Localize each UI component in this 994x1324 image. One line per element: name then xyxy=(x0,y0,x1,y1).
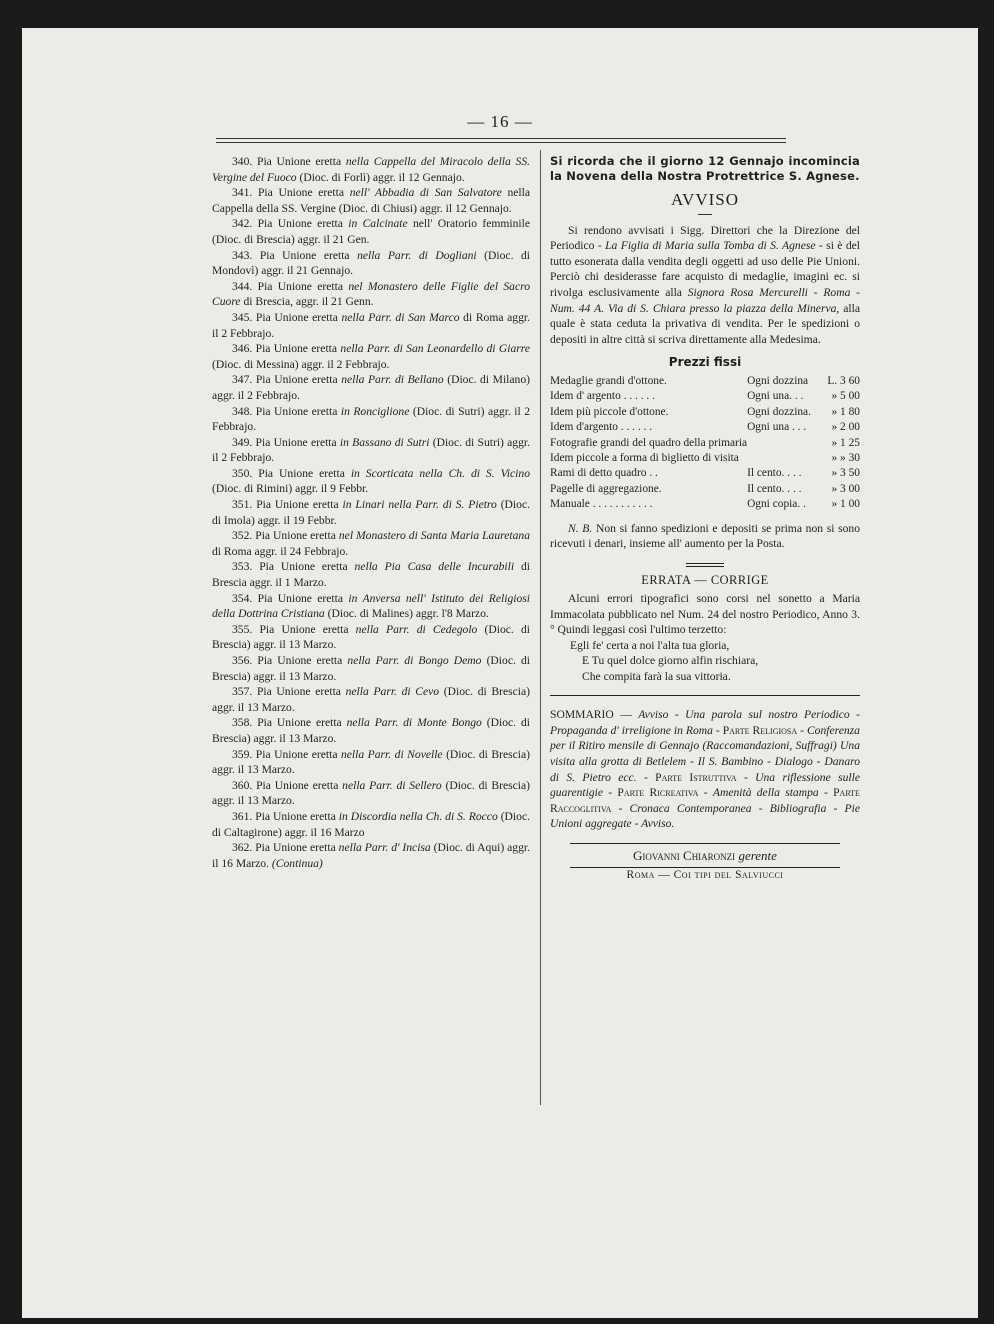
entry-text: Pia Unione eretta xyxy=(255,435,340,449)
entry-number: 359. xyxy=(232,747,256,761)
entry-text: di Brescia aggr. il 1 Marzo. xyxy=(212,560,530,590)
entry-number: 340. xyxy=(232,155,257,168)
price-unit: Ogni dozzina. xyxy=(747,405,811,418)
price-unit: Ogni una. . . xyxy=(747,390,804,403)
price-row xyxy=(550,482,860,497)
entry-number: 361. xyxy=(232,809,256,823)
entry-text: Pia Unione eretta xyxy=(258,466,351,480)
sommario-run: Parte Ricreativa xyxy=(617,786,699,800)
entry-text: in Ronciglione xyxy=(340,404,410,418)
entry-text: Pia Unione eretta xyxy=(255,529,339,543)
entry-number: 356. xyxy=(232,654,258,667)
sommario-run: Avviso - Una parola sul nostro Periodico - Propaganda d' irreligione in Roma xyxy=(550,708,860,737)
aggregation-entry xyxy=(212,185,530,216)
entry-text: nel Monastero di Santa Maria Lauretana xyxy=(338,529,530,543)
aggregation-entry xyxy=(212,747,530,778)
price-row xyxy=(550,374,860,389)
entry-text: nell' Oratorio femminile (Dioc. di Brescia) aggr. il 21 Gen. xyxy=(212,217,530,246)
entry-text: Pia Unione eretta xyxy=(255,841,339,855)
aggregation-entry xyxy=(212,372,530,403)
avviso-text-run: alla quale è stata ceduta la privativa di vendita. Per le spedizioni o depositi in altre città si scriva direttamente alla Medesima. xyxy=(550,301,860,346)
entry-text: (Continua) xyxy=(271,856,323,870)
aggregation-entry xyxy=(212,341,530,372)
header-rule-double xyxy=(216,142,786,143)
entry-number: 360. xyxy=(232,778,257,792)
verse-line: Egli fe' certa a noi l'alta tua gloria, xyxy=(570,638,730,652)
entry-number: 352. xyxy=(232,529,256,543)
avviso-text-run: Signora Rosa Mercurelli - Roma - Num. 44 A. Via di S. Chiara presso la piazza della Minerva, xyxy=(550,285,861,315)
header-rule xyxy=(216,138,786,139)
nb-note xyxy=(550,521,860,552)
entry-text: (Dioc. di Brescia) aggr. il 13 Marzo. xyxy=(212,685,531,714)
entry-text: Pia Unione eretta xyxy=(256,498,343,512)
entry-text: (Dioc. di Sutri) aggr. il 2 Febbrajo. xyxy=(212,435,531,465)
entry-text: di Brescia, aggr. il 21 Genn. xyxy=(240,295,374,309)
price-unit: Il cento. . . . xyxy=(747,467,802,480)
price-row xyxy=(550,497,860,512)
nb-text-run: N. B. xyxy=(568,521,593,535)
sommario-run: Parte Religiosa xyxy=(722,723,798,737)
entry-text: in Discordia nella Ch. di S. Rocco xyxy=(338,809,498,823)
aggregation-entry xyxy=(212,840,530,871)
price-item: Idem d'argento . . . . . . xyxy=(550,421,653,434)
entry-text: (Dioc. di Milano) aggr. il 2 Febbrajo. xyxy=(212,373,530,402)
entry-text: Pia Unione eretta xyxy=(259,622,356,636)
entry-text: in Bassano di Sutri xyxy=(339,435,430,449)
entry-text: nella Parr. di Bellano xyxy=(341,373,444,387)
entry-text: di Roma aggr. il 2 Febbrajo. xyxy=(212,310,530,340)
section-rule xyxy=(686,563,724,564)
sommario-run: - xyxy=(712,723,723,737)
entry-text: nella Parr. di Dogliani xyxy=(357,248,477,262)
entry-text: (Dioc. di Caltagirone) aggr. il 16 Marzo xyxy=(212,809,530,839)
entry-text: Pia Unione eretta xyxy=(255,373,342,387)
price-item: Fotografie grandi del quadro della primaria xyxy=(550,436,748,449)
entry-text: Pia Unione eretta xyxy=(255,747,341,761)
entry-number: 344. xyxy=(232,279,258,293)
signature-rule xyxy=(570,843,840,844)
entry-number: 346. xyxy=(232,342,256,356)
price-value: » 1 80 xyxy=(831,405,860,418)
entry-text: nella Cappella del Miracolo della SS. Vergine del Fuoco xyxy=(212,155,531,184)
errata-verses xyxy=(550,638,860,685)
price-item: Rami di detto quadro . . xyxy=(550,467,658,480)
aggregation-entry xyxy=(212,653,530,684)
verse-line: E Tu quel dolce giorno alfin rischiara, xyxy=(582,654,759,668)
entry-text: nella Parr. di Novelle xyxy=(340,747,443,761)
entry-text: (Dioc. di Imola) aggr. il 19 Febbr. xyxy=(212,498,530,527)
aggregation-entry xyxy=(212,310,530,341)
price-unit xyxy=(747,451,815,466)
aggregations-column xyxy=(212,154,530,871)
price-item: Manuale . . . . . . . . . . . xyxy=(550,498,653,511)
entry-number: 354. xyxy=(232,591,258,605)
sommario-run: Parte Istruttiva xyxy=(655,770,737,784)
sommario-run: Una riflessione sulle guarentigie xyxy=(550,770,860,800)
aggregation-entry xyxy=(212,622,530,653)
entry-text: Pia Unione eretta xyxy=(255,310,342,324)
price-item: Pagelle di aggregazione. xyxy=(550,482,662,495)
sommario-run: Conferenza per il Ritiro mensile di Gennajo (Raccomandazioni, Suffragi) Una visita alla grotta di Betlelem - Il S. Bambino - Dialogo - Danaro di S. Pietro ecc. xyxy=(550,723,860,784)
avviso-text xyxy=(550,223,860,348)
aggregation-entry xyxy=(212,279,530,310)
price-row xyxy=(550,451,860,466)
entry-text: Pia Unione eretta xyxy=(257,654,348,667)
aggregation-entry xyxy=(212,154,530,185)
entry-text: (Dioc. di Brescia) aggr. il 13 Marzo. xyxy=(212,654,530,683)
entry-number: 353. xyxy=(232,560,260,574)
aggregation-entry xyxy=(212,497,530,528)
price-item: Idem d' argento . . . . . . xyxy=(550,390,655,403)
aggregation-entry xyxy=(212,404,530,435)
entry-number: 347. xyxy=(232,373,256,387)
entry-text: Pia Unione eretta xyxy=(256,685,346,699)
nb-text-run: Non si fanno spedizioni e depositi se prima non si sono ricevuti i denari, insieme all' aumento per la Posta. xyxy=(550,521,861,551)
entry-text: (Dioc. di Brescia) aggr. il 13 Marzo. xyxy=(212,747,530,777)
sommario-run: SOMMARIO — xyxy=(550,708,639,722)
aggregation-entry xyxy=(212,248,530,279)
entry-text: Pia Unione eretta xyxy=(255,809,339,823)
price-value: » 1 00 xyxy=(831,498,860,511)
entry-text: nell' Abbadia di San Salvatore xyxy=(349,186,502,200)
sommario-rule xyxy=(550,695,860,696)
entry-text: (Dioc. di Brescia) aggr. il 13 Marzo. xyxy=(212,778,531,808)
entry-text: Pia Unione eretta xyxy=(257,591,349,605)
entry-text: nella Parr. di Sellero xyxy=(342,778,442,792)
entry-number: 357. xyxy=(232,685,257,699)
entry-text: in Linari nella Parr. di S. Pietro xyxy=(342,498,497,512)
entry-text: Pia Unione eretta xyxy=(255,404,341,418)
entry-text: (Dioc. di Aqui) aggr. il 16 Marzo. xyxy=(212,841,530,870)
avviso-text-run: - si è del tutto esonerata dalla vendita degli oggetti ad uso delle Pie Unioni. Perciò chi desiderasse fare acquisto di medaglie, imagini ec. si rivolga esclusivamente alla xyxy=(550,239,861,299)
sommario-run: Parte Raccoglitiva xyxy=(550,786,860,815)
sommario-run: Amenità della stampa xyxy=(712,786,819,800)
price-item: Medaglie grandi d'ottone. xyxy=(550,374,667,387)
entry-number: 355. xyxy=(232,622,260,636)
entry-text: nella Pia Casa delle Incurabili xyxy=(354,560,515,574)
entry-number: 362. xyxy=(232,841,256,855)
entry-text: nella Parr. di Cevo xyxy=(345,685,440,699)
aggregation-entry xyxy=(212,559,530,590)
entry-text: nella Cappella della SS. Vergine (Dioc. di Chiusi) aggr. il 12 Gennajo. xyxy=(212,186,530,215)
entry-number: 351. xyxy=(232,498,257,512)
sommario-run: Cronaca Contemporanea - Bibliografia - Pie Unioni aggregate - Avviso. xyxy=(550,801,860,831)
gerente-role: gerente xyxy=(738,848,777,864)
entry-text: (Dioc. di Rimini) aggr. il 9 Febbr. xyxy=(212,482,369,496)
sommario xyxy=(550,707,860,832)
gerente-name: Giovanni Chiaronzi xyxy=(633,848,736,864)
entry-text: in Anversa nell' Istituto dei Religiosi della Dottrina Cristiana xyxy=(212,591,531,621)
entry-text: nella Parr. d' Incisa xyxy=(338,841,431,855)
sommario-run: - xyxy=(611,801,630,815)
price-value: » 1 25 xyxy=(831,436,860,449)
entry-text: in Scorticata nella Ch. di S. Vicino xyxy=(350,466,530,480)
entry-number: 342. xyxy=(232,217,258,231)
entry-text: Pia Unione eretta xyxy=(259,248,358,262)
sommario-run: - xyxy=(698,786,713,800)
page-number: — 16 — xyxy=(467,112,533,131)
entry-text: (Dioc. di Messina) aggr. il 2 Febbrajo. xyxy=(212,357,390,371)
entry-text: Pia Unione eretta xyxy=(257,155,346,168)
aggregation-entry xyxy=(212,466,530,497)
avviso-text-run: Si rendono avvisati i Sigg. Direttori che la Direzione del Periodico - xyxy=(550,223,860,253)
right-column xyxy=(550,154,860,884)
entry-text: (Dioc. di Brescia) aggr. il 13 Marzo. xyxy=(212,622,530,652)
entry-text: (Dioc. di Mondovì) aggr. il 21 Gennajo. xyxy=(212,248,531,278)
entry-text: Pia Unione eretta xyxy=(255,342,341,356)
prezzi-title: Prezzi fissi xyxy=(668,355,742,370)
entry-text: nella Parr. di Monte Bongo xyxy=(346,716,482,730)
entry-text: Pia Unione eretta xyxy=(257,716,347,730)
gerente-line xyxy=(550,848,860,864)
newsletter-page xyxy=(22,28,978,1318)
price-unit xyxy=(747,436,815,451)
aggregation-entry xyxy=(212,216,530,247)
verse-line: Che compita farà la sua vittoria. xyxy=(582,669,731,683)
novena-notice: Si ricorda che il giorno 12 Gennajo incomincia la Novena della Nostra Protrettrice S. Agnese. xyxy=(550,154,860,183)
price-value: » 3 00 xyxy=(831,482,860,495)
aggregation-entry xyxy=(212,778,530,809)
errata-text: Alcuni errori tipografici sono corsi nel sonetto a Maria Immacolata pubblicato nel Num. 24 del nostro Periodico, Anno 3.° Quindi leggasi così l'ultimo terzetto: xyxy=(550,591,860,637)
price-item: Idem piccole a forma di biglietto di visita xyxy=(550,451,739,464)
entry-number: 345. xyxy=(232,310,256,324)
entry-text: di Roma aggr. il 24 Febbrajo. xyxy=(212,544,349,558)
entry-text: (Dioc. di Brescia) aggr. il 13 Marzo. xyxy=(212,716,530,745)
aggregation-entry xyxy=(212,715,530,746)
aggregation-entry xyxy=(212,809,530,840)
price-row xyxy=(550,466,860,481)
entry-text: Pia Unione eretta xyxy=(257,186,350,200)
entry-text: (Dioc. di Forlì) aggr. il 12 Gennajo. xyxy=(296,170,465,184)
entry-text: (Dioc. di Sutri) aggr. il 2 Febbrajo. xyxy=(212,404,530,434)
avviso-rule xyxy=(698,214,712,215)
sommario-run: - xyxy=(818,786,834,800)
entry-number: 349. xyxy=(232,435,256,449)
sommario-run: - xyxy=(636,770,656,784)
entry-number: 343. xyxy=(232,248,260,262)
sommario-run: - xyxy=(797,723,807,737)
sommario-run: - xyxy=(603,786,618,800)
printer-line: Roma — Coi tipi del Salviucci xyxy=(626,869,784,882)
entry-text: Pia Unione eretta xyxy=(257,279,349,293)
aggregation-entry xyxy=(212,528,530,559)
price-row xyxy=(550,436,860,451)
avviso-text-run: La Figlia di Maria sulla Tomba di S. Agnese xyxy=(605,239,816,253)
avviso-title: AVVISO xyxy=(670,190,740,209)
price-unit: Ogni copia. . xyxy=(747,498,806,511)
section-rule-double xyxy=(686,566,724,567)
sommario-run: - xyxy=(736,770,756,784)
aggregation-entry xyxy=(212,591,530,622)
errata-title: ERRATA — CORRIGE xyxy=(641,573,769,588)
entry-number: 341. xyxy=(232,186,258,200)
price-row xyxy=(550,420,860,435)
entry-text: Pia Unione eretta xyxy=(256,778,343,792)
entry-text: Pia Unione eretta xyxy=(259,560,355,574)
entry-text: nella Parr. di San Leonardello di Giarre xyxy=(340,342,530,356)
entry-text: Pia Unione eretta xyxy=(257,217,349,231)
price-row xyxy=(550,405,860,420)
price-value: » 2 00 xyxy=(831,421,860,434)
price-value: L. 3 60 xyxy=(827,374,860,387)
entry-text: nel Monastero delle Figlie del Sacro Cuore xyxy=(212,279,531,309)
price-unit: Ogni una . . . xyxy=(747,421,807,434)
price-value: » » 30 xyxy=(831,451,860,464)
price-table xyxy=(550,374,860,513)
price-row xyxy=(550,389,860,404)
price-unit: Ogni dozzina xyxy=(747,374,809,387)
entry-number: 348. xyxy=(232,404,256,418)
column-separator xyxy=(540,150,541,1105)
entry-text: in Calcinate xyxy=(348,217,408,231)
entry-text: nella Parr. di San Marco xyxy=(341,310,460,324)
price-unit: Il cento. . . . xyxy=(747,482,802,495)
aggregation-entry xyxy=(212,684,530,715)
entry-number: 358. xyxy=(232,716,258,730)
price-value: » 3 50 xyxy=(831,467,860,480)
entry-text: nella Parr. di Bongo Demo xyxy=(347,654,482,667)
entry-number: 350. xyxy=(232,466,259,480)
aggregation-entry xyxy=(212,435,530,466)
entry-text: (Dioc. di Malines) aggr. l'8 Marzo. xyxy=(324,607,489,621)
price-item: Idem più piccole d'ottone. xyxy=(550,405,669,418)
price-value: » 5 00 xyxy=(831,390,860,403)
entry-text: nella Parr. di Cedegolo xyxy=(355,622,478,636)
